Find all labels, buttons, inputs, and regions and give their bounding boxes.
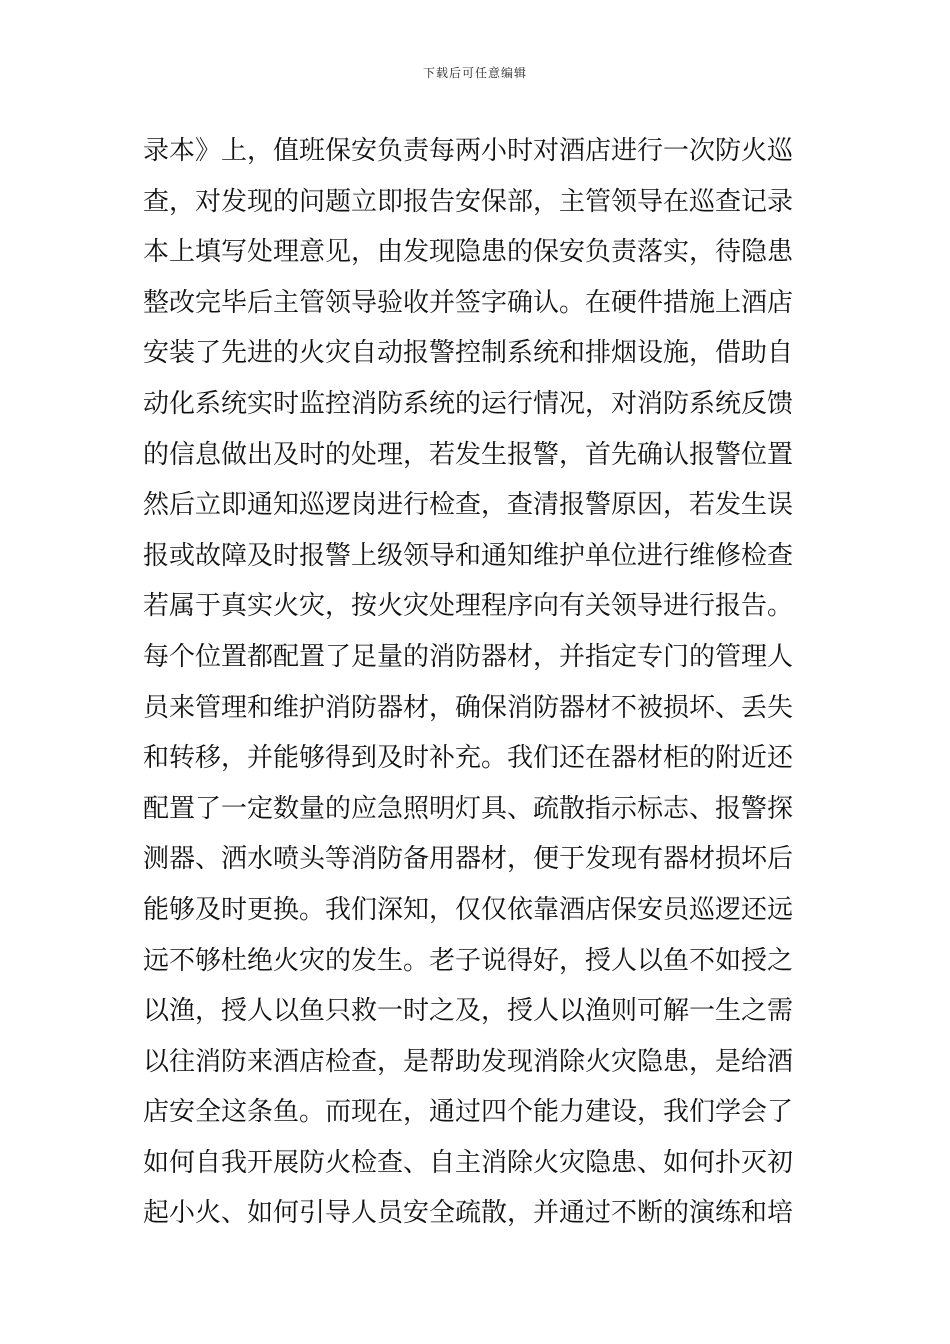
text-line-7: 的信息做出及时的处理，若发生报警，首先确认报警位置 [143, 439, 794, 470]
text-line-8: 然后立即通知巡逻岗进行检查，查清报警原因，若发生误 [143, 490, 794, 521]
text-line-9: 报或故障及时报警上级领导和通知维护单位进行维修检查 [143, 540, 794, 571]
text-line-16: 能够及时更换。我们深知，仅仅依靠酒店保安员巡逻还远 [143, 894, 794, 925]
text-line-12: 员来管理和维护消防器材，确保消防器材不被损坏、丢失 [143, 692, 794, 723]
text-line-5: 安装了先进的火灾自动报警控制系统和排烟设施，借助自 [143, 338, 794, 369]
document-body [143, 126, 813, 1239]
text-line-1: 录本》上，值班保安负责每两小时对酒店进行一次防火巡 [143, 136, 794, 166]
text-line-11: 每个位置都配置了足量的消防器材，并指定专门的管理人 [143, 641, 794, 672]
text-line-10: 若属于真实火灾，按火灾处理程序向有关领导进行报告。 [143, 591, 794, 622]
text-line-15: 测器、洒水喷头等消防备用器材，便于发现有器材损坏后 [143, 844, 794, 875]
text-line-22: 起小火、如何引导人员安全疏散，并通过不断的演练和培 [143, 1198, 794, 1229]
text-line-13: 和转移，并能够得到及时补充。我们还在器材柜的附近还 [143, 743, 794, 774]
text-line-17: 远不够杜绝火灾的发生。老子说得好，授人以鱼不如授之 [143, 945, 794, 976]
page-header: 下载后可任意编辑 [422, 66, 527, 80]
text-line-21: 如何自我开展防火检查、自主消除火灾隐患、如何扑灭初 [143, 1147, 794, 1178]
text-line-2: 查，对发现的问题立即报告安保部，主管领导在巡查记录 [143, 186, 794, 217]
text-line-19: 以往消防来酒店检查，是帮助发现消除火灾隐患，是给酒 [143, 1046, 794, 1077]
text-line-14: 配置了一定数量的应急照明灯具、疏散指示标志、报警探 [143, 793, 794, 824]
text-line-6: 动化系统实时监控消防系统的运行情况，对消防系统反馈 [143, 388, 794, 419]
text-line-20: 店安全这条鱼。而现在，通过四个能力建设，我们学会了 [143, 1097, 794, 1128]
text-line-4: 整改完毕后主管领导验收并签字确认。在硬件措施上酒店 [143, 287, 794, 318]
text-line-3: 本上填写处理意见，由发现隐患的保安负责落实，待隐患 [143, 237, 794, 268]
text-line-18: 以渔，授人以鱼只救一时之及，授人以渔则可解一生之需 [143, 996, 794, 1027]
